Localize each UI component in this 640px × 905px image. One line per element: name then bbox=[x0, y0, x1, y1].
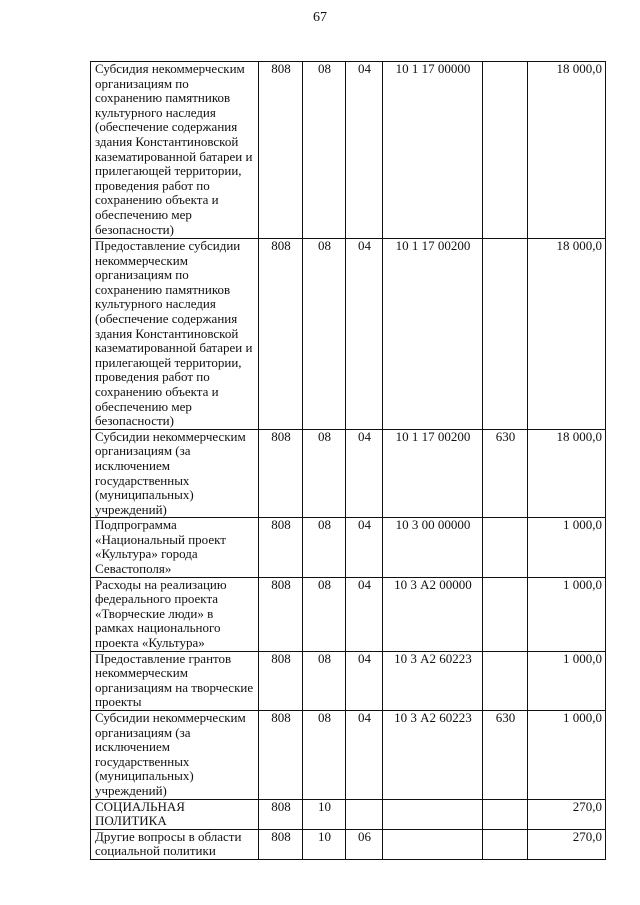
cell-section: 08 bbox=[303, 651, 346, 710]
cell-grbs: 808 bbox=[259, 62, 303, 239]
table-body bbox=[91, 62, 606, 860]
cell-target-article: 10 3 00 00000 bbox=[383, 518, 483, 577]
cell-amount: 270,0 bbox=[528, 829, 606, 859]
cell-target-article: 10 3 А2 60223 bbox=[383, 711, 483, 800]
cell-target-article: 10 1 17 00200 bbox=[383, 239, 483, 430]
cell-grbs: 808 bbox=[259, 577, 303, 651]
cell-subsection: 04 bbox=[346, 62, 383, 239]
cell-name: Субсидии некоммерческим организациям (за исключением государственных (муниципальных) учреждений) bbox=[91, 429, 259, 518]
cell-expense-type bbox=[483, 577, 528, 651]
cell-name: Предоставление грантов некоммерческим организациям на творческие проекты bbox=[91, 651, 259, 710]
cell-grbs: 808 bbox=[259, 829, 303, 859]
cell-subsection: 04 bbox=[346, 577, 383, 651]
cell-section: 10 bbox=[303, 799, 346, 829]
cell-grbs: 808 bbox=[259, 239, 303, 430]
cell-target-article: 10 3 А2 00000 bbox=[383, 577, 483, 651]
table-row bbox=[91, 711, 606, 800]
cell-name: СОЦИАЛЬНАЯ ПОЛИТИКА bbox=[91, 799, 259, 829]
table-row bbox=[91, 651, 606, 710]
table-row bbox=[91, 799, 606, 829]
cell-section: 08 bbox=[303, 711, 346, 800]
table-row bbox=[91, 429, 606, 518]
table-row bbox=[91, 518, 606, 577]
cell-grbs: 808 bbox=[259, 429, 303, 518]
cell-name: Субсидия некоммерческим организациям по сохранению памятников культурного наследия (обеспечение содержания здания Константиновской казематированной батареи и прилегающей территории, проведения работ по сохранению объекта и обеспечению мер безопасности) bbox=[91, 62, 259, 239]
cell-amount: 18 000,0 bbox=[528, 62, 606, 239]
cell-amount: 1 000,0 bbox=[528, 577, 606, 651]
cell-section: 08 bbox=[303, 518, 346, 577]
table-row bbox=[91, 829, 606, 859]
cell-subsection: 04 bbox=[346, 518, 383, 577]
cell-subsection: 04 bbox=[346, 711, 383, 800]
cell-amount: 18 000,0 bbox=[528, 429, 606, 518]
cell-name: Расходы на реализацию федерального проекта «Творческие люди» в рамках национального проекта «Культура» bbox=[91, 577, 259, 651]
cell-expense-type bbox=[483, 518, 528, 577]
cell-expense-type bbox=[483, 799, 528, 829]
cell-amount: 18 000,0 bbox=[528, 239, 606, 430]
cell-subsection: 04 bbox=[346, 429, 383, 518]
cell-subsection: 04 bbox=[346, 651, 383, 710]
cell-amount: 270,0 bbox=[528, 799, 606, 829]
page-number: 67 bbox=[313, 10, 327, 25]
cell-grbs: 808 bbox=[259, 799, 303, 829]
cell-section: 08 bbox=[303, 239, 346, 430]
table-row bbox=[91, 239, 606, 430]
cell-expense-type bbox=[483, 651, 528, 710]
table-row bbox=[91, 577, 606, 651]
table-row bbox=[91, 62, 606, 239]
cell-target-article: 10 1 17 00000 bbox=[383, 62, 483, 239]
cell-amount: 1 000,0 bbox=[528, 518, 606, 577]
cell-amount: 1 000,0 bbox=[528, 711, 606, 800]
cell-section: 08 bbox=[303, 62, 346, 239]
cell-name: Предоставление субсидии некоммерческим организациям по сохранению памятников культурного наследия (обеспечение содержания здания Константиновской казематированной батареи и прилегающей территории, проведения работ по сохранению объекта и обеспечению мер безопасности) bbox=[91, 239, 259, 430]
cell-amount: 1 000,0 bbox=[528, 651, 606, 710]
cell-section: 08 bbox=[303, 577, 346, 651]
cell-section: 10 bbox=[303, 829, 346, 859]
cell-target-article: 10 3 А2 60223 bbox=[383, 651, 483, 710]
cell-section: 08 bbox=[303, 429, 346, 518]
cell-grbs: 808 bbox=[259, 518, 303, 577]
cell-expense-type bbox=[483, 829, 528, 859]
cell-name: Другие вопросы в области социальной политики bbox=[91, 829, 259, 859]
cell-grbs: 808 bbox=[259, 651, 303, 710]
cell-expense-type bbox=[483, 62, 528, 239]
budget-table bbox=[90, 61, 606, 860]
cell-name: Подпрограмма «Национальный проект «Культура» города Севастополя» bbox=[91, 518, 259, 577]
cell-name: Субсидии некоммерческим организациям (за исключением государственных (муниципальных) учреждений) bbox=[91, 711, 259, 800]
cell-expense-type: 630 bbox=[483, 429, 528, 518]
cell-target-article bbox=[383, 799, 483, 829]
cell-subsection: 04 bbox=[346, 239, 383, 430]
cell-target-article bbox=[383, 829, 483, 859]
cell-expense-type bbox=[483, 239, 528, 430]
cell-expense-type: 630 bbox=[483, 711, 528, 800]
cell-subsection bbox=[346, 799, 383, 829]
cell-grbs: 808 bbox=[259, 711, 303, 800]
cell-subsection: 06 bbox=[346, 829, 383, 859]
cell-target-article: 10 1 17 00200 bbox=[383, 429, 483, 518]
